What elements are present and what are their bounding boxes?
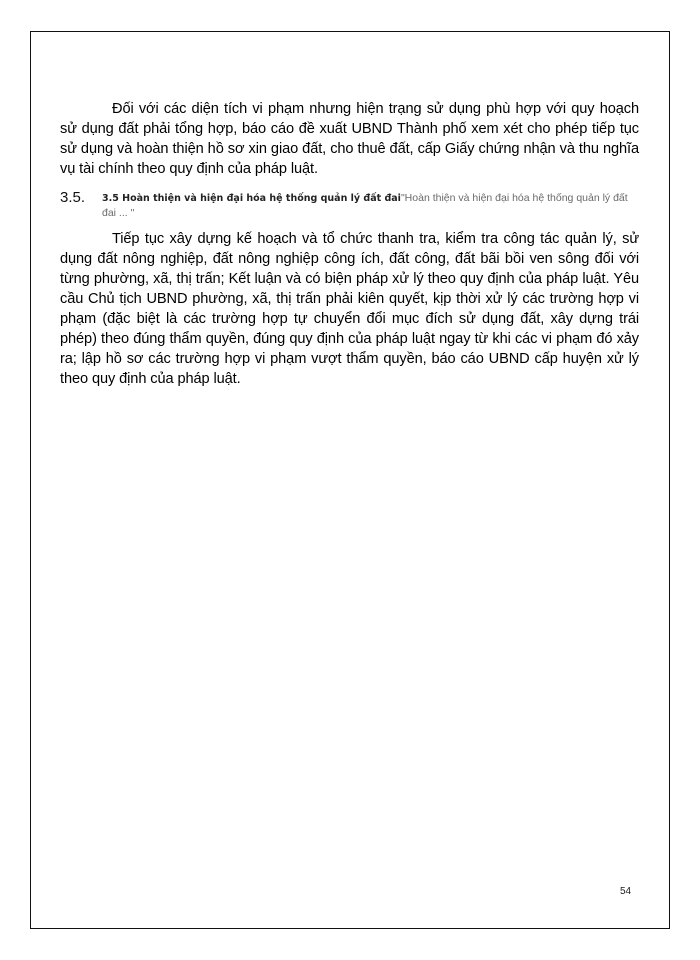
section-number: 3.5. bbox=[60, 189, 86, 206]
section-title-quoted: "Hoàn thiện và hiện đại hóa hệ thống quản lý đất đai ... " bbox=[102, 192, 628, 219]
section-title-bold: 3.5 Hoàn thiện và hiện đại hóa hệ thống quản lý đất đai bbox=[102, 193, 401, 204]
section-title bbox=[102, 189, 639, 220]
paragraph-violations-consistent-land-use: Đối với các diện tích vi phạm nhưng hiện trạng sử dụng phù hợp với quy hoạch sử dụng đất phải tổng hợp, báo cáo đề xuất UBND Thành phố xem xét cho phép tiếp tục sử dụng và hoàn thiện hồ sơ xin giao đất, cho thuê đất, cấp Giấy chứng nhận và thu nghĩa vụ tài chính theo quy định của pháp luật. bbox=[60, 101, 639, 177]
section-heading bbox=[60, 189, 639, 220]
document-body bbox=[60, 99, 639, 389]
page-number: 54 bbox=[620, 886, 632, 897]
paragraph-inspection-plan: Tiếp tục xây dựng kế hoạch và tổ chức thanh tra, kiểm tra công tác quản lý, sử dụng đất nông nghiệp, đất nông nghiệp công ích, đất công, đất bãi bồi ven sông đối với từng phường, xã, thị trấn; Kết luận và có biện pháp xử lý theo quy định của pháp luật. Yêu cầu Chủ tịch UBND phường, xã, thị trấn phải kiên quyết, kịp thời xử lý các trường hợp vi phạm (đặc biệt là các trường hợp tự chuyển đổi mục đích sử dụng đất, xây dựng trái phép) theo đúng thẩm quyền, đúng quy định của pháp luật ngay từ khi các vi phạm đó xảy ra; lập hồ sơ các trường hợp vi phạm vượt thẩm quyền, báo cáo UBND cấp huyện xử lý theo quy định của pháp luật. bbox=[60, 231, 639, 387]
